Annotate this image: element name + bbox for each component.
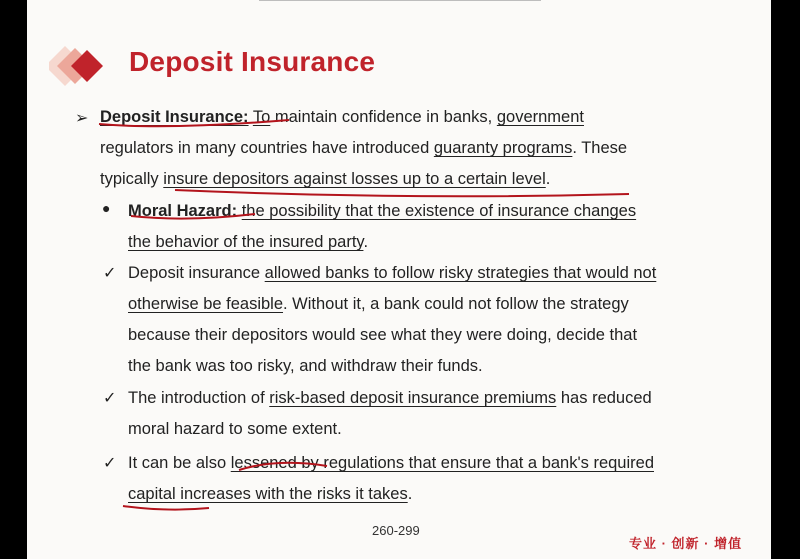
- check1-line-3: because their depositors would see what they were doing, decide that: [128, 326, 638, 344]
- check-icon: ✓: [103, 455, 117, 472]
- moral-hazard-line-2: the behavior of the insured party.: [128, 233, 369, 251]
- check1-line-4: the bank was too risky, and withdraw their funds.: [128, 357, 483, 375]
- check2-line-2: moral hazard to some extent.: [128, 420, 342, 438]
- check-icon: ✓: [103, 390, 117, 407]
- brand-slogan: 专业 · 创新 · 增值: [629, 536, 743, 551]
- dot-bullet-icon: ●: [102, 200, 111, 216]
- slide: [27, 0, 771, 559]
- intro-line-1: Deposit Insurance: To maintain confidence in banks, government: [100, 108, 584, 126]
- moral-hazard-line-1: Moral Hazard: the possibility that the existence of insurance changes: [128, 202, 637, 220]
- intro-line-3: typically insure depositors against losses up to a certain level.: [100, 170, 551, 188]
- top-divider: [259, 0, 541, 1]
- check3-line-2: capital increases with the risks it takes.: [128, 485, 413, 503]
- check1-line-1: Deposit insurance allowed banks to follow risky strategies that would not: [128, 264, 657, 282]
- check3-line-1: It can be also lessened by regulations that ensure that a bank's required: [128, 454, 654, 472]
- check1-line-2: otherwise be feasible. Without it, a bank could not follow the strategy: [128, 295, 629, 313]
- check2-line-1: The introduction of risk-based deposit insurance premiums has reduced: [128, 389, 652, 407]
- title-diamonds-icon: [49, 44, 109, 88]
- page-number: 260-299: [372, 523, 420, 538]
- intro-line-2: regulators in many countries have introduced guaranty programs. These: [100, 139, 628, 157]
- page-title: Deposit Insurance: [129, 46, 376, 77]
- arrow-bullet-icon: ➢: [75, 110, 89, 127]
- intro-lead: Deposit Insurance:: [100, 108, 249, 126]
- check-icon: ✓: [103, 265, 117, 282]
- moral-hazard-label: Moral Hazard:: [128, 202, 238, 220]
